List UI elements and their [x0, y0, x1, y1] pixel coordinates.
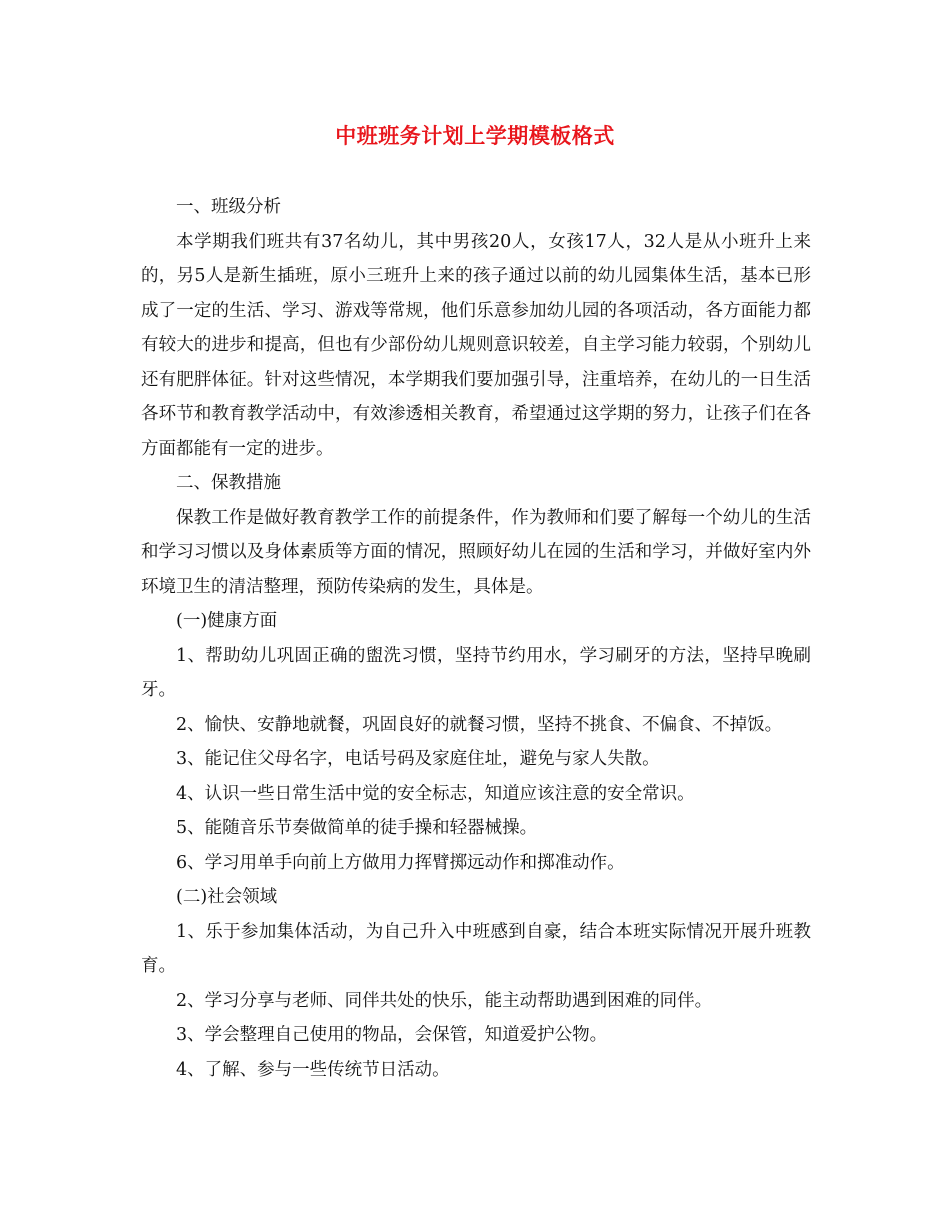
- paragraph: 本学期我们班共有37名幼儿，其中男孩20人，女孩17人，32人是从小班升上来的，另5人是新生插班，原小三班升上来的孩子通过以前的幼儿园集体生活，基本已形成了一定的生活、学习、游戏等常规，他们乐意参加幼儿园的各项活动，各方面能力都有较大的进步和提高，但也有少部份幼儿规则意识较差，自主学习能力较弱，个别幼儿还有肥胖体征。针对这些情况，本学期我们要加强引导，注重培养，在幼儿的一日生活各环节和教育教学活动中，有效渗透相关教育，希望通过这学期的努力，让孩子们在各方面都能有一定的进步。: [141, 231, 811, 459]
- paragraph: 保教工作是做好教育教学工作的前提条件，作为教师和们要了解每一个幼儿的生活和学习习惯以及身体素质等方面的情况，照顾好幼儿在园的生活和学习，并做好室内外环境卫生的清洁整理，预防传染病的发生，具体是。: [141, 507, 811, 597]
- section-heading: 二、保教措施: [176, 473, 281, 493]
- list-item: 1、乐于参加集体活动，为自己升入中班感到自豪，结合本班实际情况开展升班教育。: [141, 921, 811, 976]
- list-item: 1、帮助幼儿巩固正确的盥洗习惯，坚持节约用水，学习刷牙的方法，坚持早晚刷牙。: [141, 645, 811, 700]
- document-title: 中班班务计划上学期模板格式: [335, 124, 615, 148]
- list-item: 4、认识一些日常生活中觉的安全标志，知道应该注意的安全常识。: [176, 783, 695, 804]
- list-item: 2、学习分享与老师、同伴共处的快乐，能主动帮助遇到困难的同伴。: [176, 990, 713, 1011]
- list-item: 6、学习用单手向前上方做用力挥臂掷远动作和掷准动作。: [176, 852, 625, 873]
- list-item: 3、学会整理自己使用的物品，会保管，知道爱护公物。: [176, 1025, 608, 1045]
- list-item: 4、了解、参与一些传统节日活动。: [176, 1059, 450, 1080]
- list-item: 5、能随音乐节奏做简单的徒手操和轻器械操。: [176, 818, 538, 838]
- document-body: [141, 190, 811, 1087]
- subsection-heading: (二)社会领域: [176, 887, 278, 907]
- subsection-heading: (一)健康方面: [176, 611, 278, 631]
- list-item: 3、能记住父母名字，电话号码及家庭住址，避免与家人失散。: [176, 749, 660, 769]
- list-item: 2、愉快、安静地就餐，巩固良好的就餐习惯，坚持不挑食、不偏食、不掉饭。: [176, 714, 783, 735]
- section-heading: 一、班级分析: [176, 197, 281, 217]
